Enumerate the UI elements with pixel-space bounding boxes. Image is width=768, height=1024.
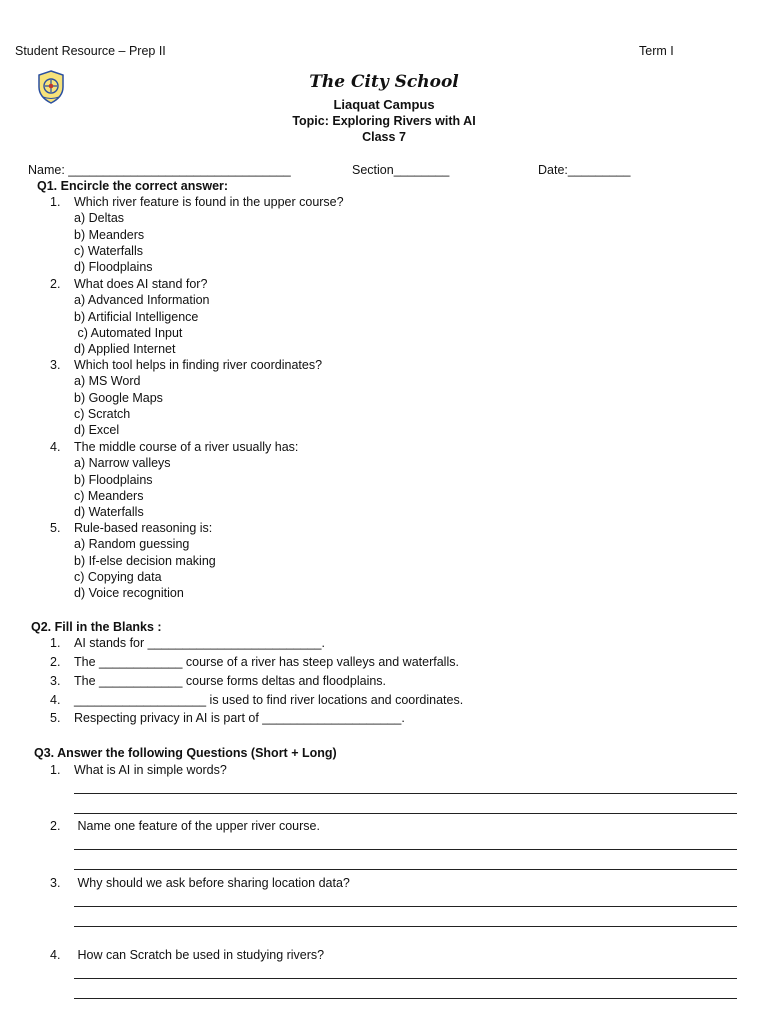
question-text: Which river feature is found in the upper course? [74,195,344,209]
answer-line [74,906,737,907]
answer-question-number: 4. [50,948,61,962]
blank-sentence: The ____________ course of a river has steep valleys and waterfalls. [74,655,459,669]
answer-line [74,926,737,927]
answer-option: a) Narrow valleys [74,456,171,471]
answer-option: d) Applied Internet [74,342,176,357]
answer-line [74,849,737,850]
blank-number: 5. [50,711,61,725]
q1-title: Q1. Encircle the correct answer: [37,179,229,193]
answer-option: a) MS Word [74,374,141,389]
answer-question-text: Name one feature of the upper river course. [74,819,320,833]
answer-option: d) Floodplains [74,260,153,275]
blank-number: 4. [50,693,61,707]
blank-number: 2. [50,655,61,669]
question-number: 4. [50,440,61,454]
answer-question-number: 3. [50,876,61,890]
answer-question-text: How can Scratch be used in studying rivers? [74,948,325,962]
answer-option: d) Waterfalls [74,505,144,520]
question-number: 3. [50,358,61,372]
answer-option: c) Copying data [74,569,162,584]
blank-sentence: AI stands for _________________________. [74,636,325,650]
answer-line [74,813,737,814]
q3-title: Q3. Answer the following Questions (Short + Long) [34,746,337,760]
resource-label: Student Resource – Prep II [15,44,166,58]
answer-option: b) Google Maps [74,390,163,405]
question-text: Rule-based reasoning is: [74,521,213,535]
question-number: 5. [50,521,61,535]
name-field: Name: ________________________________ [28,163,291,177]
answer-option: b) Meanders [74,227,145,242]
question-number: 2. [50,277,61,291]
answer-option: b) If-else decision making [74,553,216,568]
question-text: What does AI stand for? [74,277,208,291]
blank-number: 1. [50,636,61,650]
topic-title: Topic: Exploring Rivers with AI [292,114,476,128]
blank-number: 3. [50,674,61,688]
answer-option: b) Artificial Intelligence [74,309,199,324]
answer-option: c) Automated Input [74,325,183,340]
class-label: Class 7 [362,130,406,144]
answer-option: b) Floodplains [74,472,153,487]
answer-question-number: 1. [50,763,61,777]
question-text: Which tool helps in finding river coordinates? [74,358,323,372]
answer-option: c) Scratch [74,406,131,421]
answer-option: c) Meanders [74,488,144,503]
answer-line [74,793,737,794]
answer-option: a) Advanced Information [74,293,210,308]
blank-sentence: ___________________ is used to find river locations and coordinates. [74,693,464,707]
campus-name: Liaquat Campus [333,97,435,112]
term-label: Term I [639,44,674,58]
question-number: 1. [50,195,61,209]
answer-option: c) Waterfalls [74,243,143,258]
q2-title: Q2. Fill in the Blanks : [31,620,162,634]
question-text: The middle course of a river usually has: [74,440,299,454]
section-field: Section________ [352,163,450,177]
answer-line [74,869,737,870]
answer-question-number: 2. [50,819,61,833]
blank-sentence: The ____________ course forms deltas and floodplains. [74,674,387,688]
answer-line [74,998,737,999]
date-field: Date:_________ [538,163,631,177]
blank-sentence: Respecting privacy in AI is part of ____________________. [74,711,405,725]
answer-option: a) Deltas [74,211,125,226]
school-name: The City School [309,72,459,92]
answer-question-text: What is AI in simple words? [74,763,227,777]
answer-question-text: Why should we ask before sharing location data? [74,876,350,890]
answer-option: d) Excel [74,423,120,438]
answer-line [74,978,737,979]
answer-option: d) Voice recognition [74,586,184,601]
answer-option: a) Random guessing [74,537,190,552]
